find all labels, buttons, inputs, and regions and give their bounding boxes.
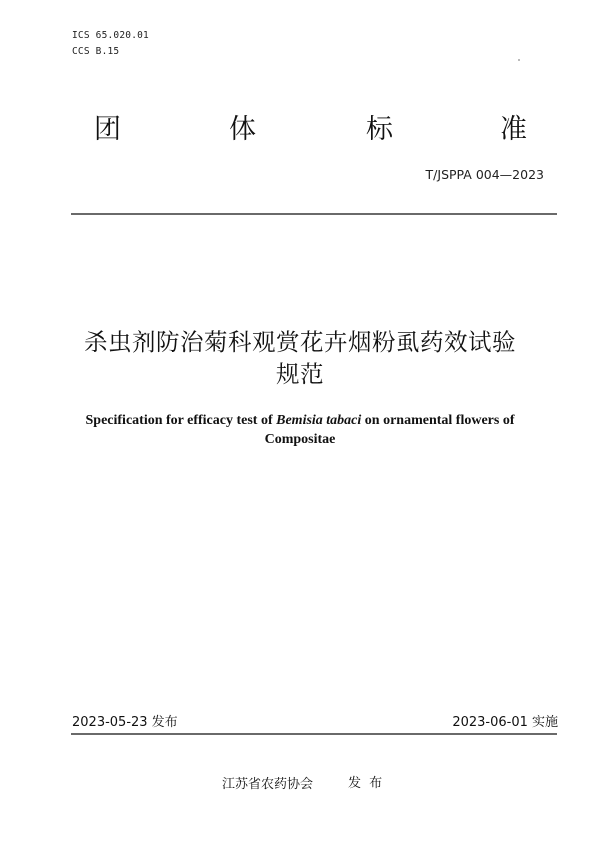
title-en-part2: on ornamental flowers of [361,413,515,428]
top-divider [71,213,557,215]
title-cn-line1: 杀虫剂防治菊科观赏花卉烟粉虱药效试验 [84,328,516,356]
implement-date: 2023-06-01 实施 [452,715,558,730]
publisher-action: 发 布 [348,776,385,791]
title-cn-line2: 规范 [276,360,324,388]
title-en-line2: Compositae [264,432,336,447]
publisher-name: 江苏省农药协会 [222,777,314,792]
standard-type-char-4: 准 [500,114,527,145]
standard-type-char-1: 团 [94,114,121,145]
publish-date: 2023-05-23 发布 [72,715,178,730]
title-en-line1 [0,411,600,431]
bottom-divider [71,733,557,735]
standard-type-char-2: 体 [229,114,256,145]
ics-code: ICS 65.020.01 [72,30,149,41]
standard-number: T/JSPPA 004—2023 [425,167,544,182]
standard-type-char-3: 标 [366,114,393,145]
title-en-part1: Specification for efficacy test of [85,413,277,428]
scan-artifact [518,59,520,61]
title-en-species: Bemisia tabaci [276,413,362,428]
ccs-code: CCS B.15 [72,46,120,57]
